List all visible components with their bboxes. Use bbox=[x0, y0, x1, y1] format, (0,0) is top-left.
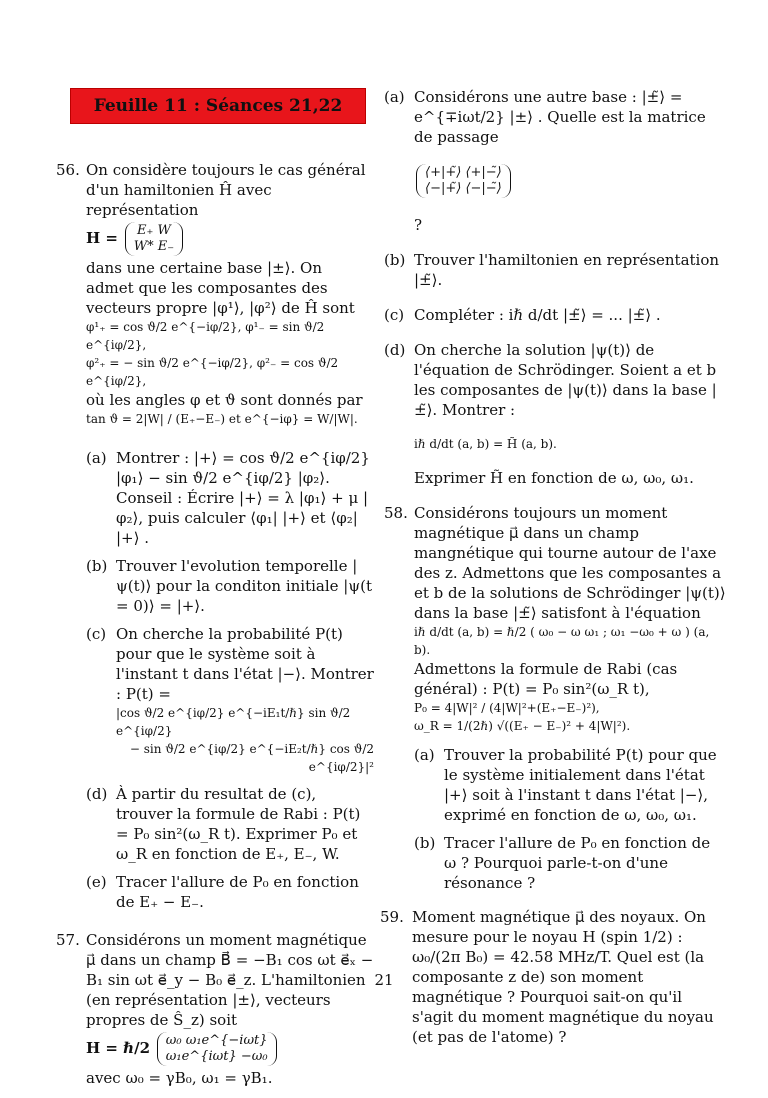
ex57-subquestion-d bbox=[384, 340, 726, 488]
subquestion-text: Compléter : iℏ d/dt |±̃⟩ = ... |±̃⟩ . bbox=[414, 306, 661, 324]
schrodinger-equation: iℏ d/dt (a, b) = ℏ/2 ( ω₀ − ω ω₁ ; ω₁ −ω₀ + ω ) (a, b). bbox=[414, 625, 710, 657]
probability-formula-line2: − sin ϑ/2 e^{iφ/2} e^{−iE₂t/ℏ} cos ϑ/2 e^{iφ/2}|² bbox=[129, 742, 374, 774]
subquestion-a bbox=[86, 448, 374, 548]
subquestion-label: (b) bbox=[86, 557, 108, 575]
subquestion-text: À partir du resultat de (c), trouver la formule de Rabi : P(t) = P₀ sin²(ω_R t). Exprimer P₀ et ω_R en fonction de E₊, E₋, W. bbox=[116, 785, 361, 863]
matrix-row: ⟨+|+̃⟩ ⟨+|−̃⟩ bbox=[425, 165, 502, 180]
subquestion-text: On cherche la solution |ψ(t)⟩ de l'équation de Schrödinger. Soient a et b les composantes de |ψ(t)⟩ dans la base |±̃⟩. Montrer : bbox=[414, 341, 717, 419]
subquestion-text: Tracer l'allure de P₀ en fonction de ω ? Pourquoi parle-t-on d'une résonance ? bbox=[444, 834, 711, 892]
left-column bbox=[56, 160, 374, 1098]
exercise-intro: On considère toujours le cas général d'un hamiltonien Ĥ avec représentation bbox=[86, 161, 366, 219]
matrix-row: ω₀ ω₁e^{−iωt} bbox=[165, 1033, 268, 1048]
matrix-label: H = bbox=[86, 229, 118, 247]
matrix-row: ⟨−|+̃⟩ ⟨−|−̃⟩ bbox=[425, 181, 502, 196]
subquestion-b bbox=[414, 833, 726, 893]
exercise-number: 59. bbox=[380, 908, 404, 926]
subquestion-text: Trouver l'evolution temporelle |ψ(t)⟩ pour la conditon initiale |ψ(t = 0)⟩ = |+⟩. bbox=[116, 557, 372, 615]
subquestion-label: (a) bbox=[86, 449, 107, 467]
exercise-text: Considérons toujours un moment magnétique μ⃗ dans un champ mangnétique qui tourne autour de l'axe des z. Admettons que les composantes a et b de la solutions de Schrödinger |ψ(t)⟩ dans la base |±̃⟩ satisfont à l'équation bbox=[414, 504, 726, 622]
sheet-title: Feuille 11 : Séances 21,22 bbox=[93, 96, 343, 116]
subquestion-text: Tracer l'allure de P₀ en fonction de E₊ − E₋. bbox=[116, 873, 359, 911]
exercise-number: 57. bbox=[56, 931, 80, 949]
matrix bbox=[125, 222, 183, 256]
subquestion-text: On cherche la probabilité P(t) pour que le système soit à l'instant t dans l'état |−⟩. Montrer : P(t) = bbox=[116, 625, 374, 703]
exercise-number: 58. bbox=[384, 504, 408, 522]
subquestion-b bbox=[86, 556, 374, 616]
exercise-tail: avec ω₀ = γB₀, ω₁ = γB₁. bbox=[86, 1069, 273, 1087]
matrix-label: H = ℏ/2 bbox=[86, 1039, 151, 1057]
matrix bbox=[416, 164, 511, 198]
subquestion-label: (d) bbox=[86, 785, 108, 803]
subquestion-label: (e) bbox=[86, 873, 107, 891]
page-number: 21 bbox=[374, 971, 394, 989]
subquestion-e bbox=[86, 872, 374, 912]
matrix-row: E₊ W bbox=[137, 223, 171, 238]
ex57-subquestion-a bbox=[384, 87, 726, 235]
matrix-row: ω₁e^{iωt} −ω₀ bbox=[165, 1049, 268, 1064]
subquestion-text: Montrer : |+⟩ = cos ϑ/2 e^{iφ/2} |φ₁⟩ − sin ϑ/2 e^{iφ/2} |φ₂⟩. Conseil : Écrire |+⟩ = λ |φ₁⟩ + μ |φ₂⟩, puis calculer ⟨φ₁| |+⟩ et ⟨φ₂| |+⟩ . bbox=[116, 449, 370, 547]
tan-formula: tan ϑ = 2|W| / (E₊−E₋) et e^{−iφ} = W/|W|. bbox=[86, 412, 358, 426]
right-column bbox=[380, 72, 726, 1057]
basis-text: dans une certaine base |±⟩. On admet que les composantes des vecteurs propre |φ¹⟩, |φ²⟩ de Ĥ sont bbox=[86, 259, 355, 317]
sheet-title-banner bbox=[70, 88, 366, 124]
subquestion-c bbox=[86, 624, 374, 776]
subquestion-tail: Exprimer H̃ en fonction de ω, ω₀, ω₁. bbox=[414, 469, 694, 487]
exercise-text: Moment magnétique μ⃗ des noyaux. On mesure pour le noyau H (spin 1/2) : ω₀/(2π B₀) = 42.58 MHz/T. Quel est (la composante z de) son moment magnétique ? Pourquoi sait-on qu'il s'agit du moment magnétique du noyau (et pas de l'atome) ? bbox=[412, 908, 714, 1046]
subquestion-label: (b) bbox=[414, 834, 436, 852]
hamiltonian-matrix bbox=[86, 1030, 374, 1068]
exercise-number: 56. bbox=[56, 161, 80, 179]
subquestion-label: (a) bbox=[414, 746, 435, 764]
ex57-subquestion-c bbox=[384, 305, 726, 325]
matrix bbox=[157, 1032, 277, 1066]
angles-text: où les angles φ et ϑ sont donnés par bbox=[86, 391, 363, 409]
rabi-text: Admettons la formule de Rabi (cas général) : P(t) = P₀ sin²(ω_R t), bbox=[414, 660, 678, 698]
subquestion-label: (c) bbox=[86, 625, 107, 643]
probability-formula-line1: |cos ϑ/2 e^{iφ/2} e^{−iE₁t/ℏ} sin ϑ/2 e^{iφ/2} bbox=[116, 706, 351, 738]
omega-r-formula: ω_R = 1/(2ℏ) √((E₊ − E₋)² + 4|W|²). bbox=[414, 719, 631, 733]
subquestion-label: (c) bbox=[384, 306, 405, 324]
subquestion-d bbox=[86, 784, 374, 864]
subquestion-text: Trouver la probabilité P(t) pour que le système initialement dans l'état |+⟩ soit à l'instant t dans l'état |−⟩, exprimé en fonction de ω, ω₀, ω₁. bbox=[444, 746, 717, 824]
exercise-56 bbox=[56, 160, 374, 912]
question-mark: ? bbox=[414, 216, 423, 234]
subquestion-label: (a) bbox=[384, 88, 405, 106]
subquestion-text: Considérons une autre base : |±̃⟩ = e^{∓iωt/2} |±⟩ . Quelle est la matrice de passage bbox=[414, 88, 706, 146]
matrix-row: W* E₋ bbox=[133, 239, 175, 254]
eigen-components-2: φ²₊ = − sin ϑ/2 e^{−iφ/2}, φ²₋ = cos ϑ/2 e^{iφ/2}, bbox=[86, 356, 339, 388]
exercise-57 bbox=[56, 930, 374, 1088]
ex57-subquestion-b bbox=[384, 250, 726, 290]
eigen-components-1: φ¹₊ = cos ϑ/2 e^{−iφ/2}, φ¹₋ = sin ϑ/2 e^{iφ/2}, bbox=[86, 320, 325, 352]
exercise-text: Considérons un moment magnétique μ⃗ dans un champ B⃗ = −B₁ cos ωt e⃗ₓ − B₁ sin ωt e⃗_y − B₀ e⃗_z. L'hamiltonien (en représentation |±⟩, vecteurs propres de Ŝ_z) soit bbox=[86, 931, 374, 1029]
exercise-58 bbox=[384, 503, 726, 893]
p0-formula: P₀ = 4|W|² / (4|W|²+(E₊−E₋)²), bbox=[414, 701, 600, 715]
subquestion-a bbox=[414, 745, 726, 825]
subquestion-label: (d) bbox=[384, 341, 406, 359]
subquestion-text: Trouver l'hamiltonien en représentation |±̃⟩. bbox=[414, 251, 720, 289]
transition-matrix bbox=[414, 162, 726, 200]
schrodinger-formula: iℏ d/dt (a, b) = H̃ (a, b). bbox=[414, 437, 557, 451]
subquestion-label: (b) bbox=[384, 251, 406, 269]
hamiltonian-matrix bbox=[86, 220, 374, 258]
